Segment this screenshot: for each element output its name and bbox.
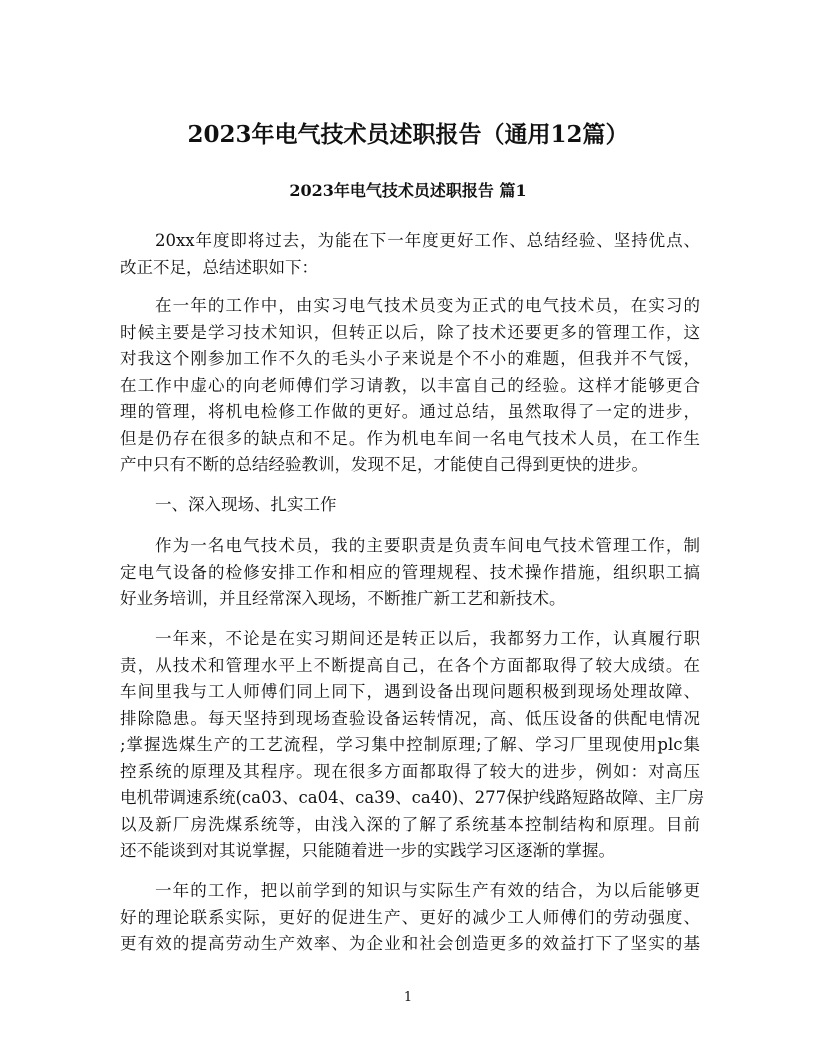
text-line: 作为一名电气技术员，我的主要职责是负责车间电气技术管理工作，制 (155, 536, 700, 555)
text-line: 控系统的原理及其程序。现在很多方面都取得了较大的进步，例如：对高压 (120, 761, 700, 781)
text-line: 电机带调速系统(ca03、ca04、ca39、ca40)、277保护线路短路故障、主厂房 (120, 788, 705, 807)
paragraph (120, 228, 700, 281)
text-line: 理的管理，将机电检修工作做的更好。通过总结，虽然取得了一定的进步， (120, 402, 700, 421)
text-line: ;掌握选煤生产的工艺流程，学习集中控制原理;了解、学习厂里现使用plc集 (120, 735, 700, 754)
page-number: 1 (403, 990, 413, 1005)
section-heading (120, 492, 700, 519)
text-line: 好业务培训，并且经常深入现场，不断推广新工艺和新技术。 (120, 589, 566, 608)
text-line: 一年的工作，把以前学到的知识与实际生产有效的结合，为以后能够更 (155, 881, 700, 900)
text-line: 但是仍存在很多的缺点和不足。作为机电车间一名电气技术人员，在工作生 (120, 428, 700, 448)
text-line: 更有效的提高劳动生产效率、为企业和社会创造更多的效益打下了坚实的基 (120, 934, 700, 953)
text-line: 在一年的工作中，由实习电气技术员变为正式的电气技术员，在实习的 (155, 296, 700, 315)
text-line: 车间里我与工人师傅们同上同下，遇到设备出现问题积极到现场处理故障、 (120, 682, 700, 701)
text-line: 定电气设备的检修安排工作和相应的管理规程、技术操作措施，组织职工搞 (120, 562, 700, 582)
paragraph (120, 533, 700, 613)
text-line: 对我这个刚参加工作不久的毛头小子来说是个不小的难题，但我并不气馁， (120, 349, 700, 368)
text-line: 以及新厂房洗煤系统等，由浅入深的了解了系统基本控制结构和原理。目前 (120, 814, 700, 834)
text-line: 还不能谈到对其说掌握，只能随着进一步的实践学习区逐渐的掌握。 (120, 841, 615, 860)
paragraph (120, 878, 700, 958)
paragraph (120, 626, 705, 865)
text-line: 时候主要是学习技术知识，但转正以后，除了技术还要更多的管理工作，这 (120, 322, 700, 342)
text-line: 改正不足，总结述职如下： (120, 257, 318, 277)
section-title: 2023年电气技术员述职报告 篇1 (289, 181, 527, 200)
text-line: 一年来，不论是在实习期间还是转正以后，我都努力工作，认真履行职 (155, 629, 700, 648)
document-title: 2023年电气技术员述职报告（通用12篇） (187, 121, 629, 148)
text-line: 责，从技术和管理水平上不断提高自己，在各个方面都取得了较大成绩。在 (120, 655, 700, 675)
text-line: 一、深入现场、扎实工作 (155, 495, 337, 514)
text-line: 20xx年度即将过去，为能在下一年度更好工作、总结经验、坚持优点、 (155, 231, 700, 250)
text-line: 在工作中虚心的向老师傅们学习请教，以丰富自己的经验。这样才能够更合 (120, 375, 700, 395)
paragraph (120, 293, 700, 479)
text-line: 好的理论联系实际，更好的促进生产、更好的减少工人师傅们的劳动强度、 (120, 907, 700, 927)
text-line: 产中只有不断的总结经验教训，发现不足，才能使自己得到更快的进步。 (120, 455, 648, 474)
text-line: 排除隐患。每天坚持到现场查验设备运转情况，高、低压设备的供配电情况 (120, 708, 700, 728)
